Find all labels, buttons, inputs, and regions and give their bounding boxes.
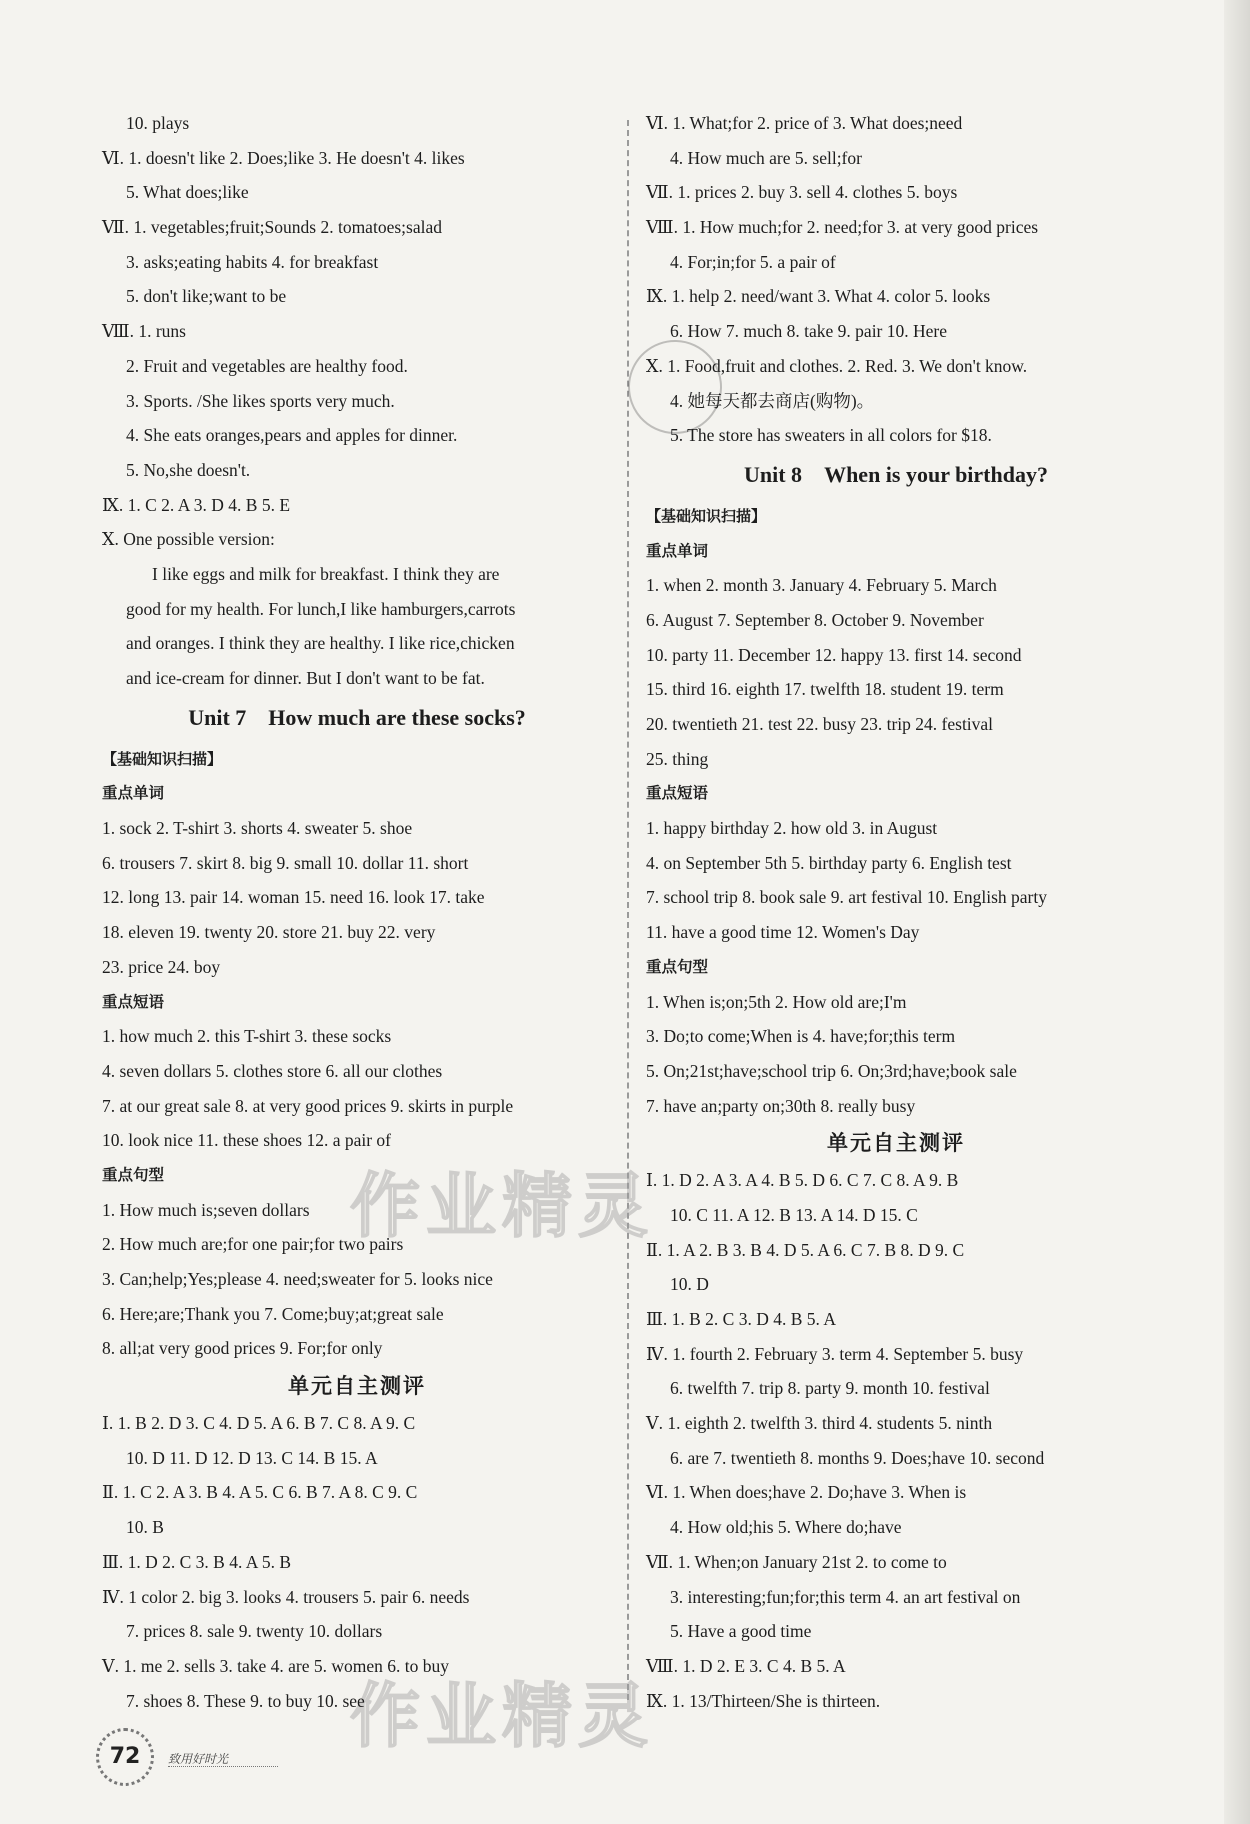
answer-line: 10. look nice 11. these shoes 12. a pair of [102, 1130, 392, 1151]
answer-line: 7. have an;party on;30th 8. really busy [646, 1095, 916, 1116]
answer-line: Ⅷ. 1. runs [102, 321, 186, 342]
answer-line: 7. shoes 8. These 9. to buy 10. see [126, 1690, 365, 1711]
answer-line: 2. How much are;for one pair;for two pairs [102, 1234, 404, 1255]
answer-line: 3. asks;eating habits 4. for breakfast [126, 251, 379, 272]
answer-line: 1. sock 2. T-shirt 3. shorts 4. sweater 5. shoe [102, 818, 413, 839]
answer-line: 1. when 2. month 3. January 4. February 5. March [646, 575, 997, 596]
answer-line: 2. Fruit and vegetables are healthy food. [126, 355, 408, 376]
answer-line: Ⅲ. 1. B 2. C 3. D 4. B 5. A [646, 1309, 836, 1329]
answer-line: 5. Have a good time [670, 1621, 812, 1642]
answer-line: and oranges. I think they are healthy. I like rice,chicken [126, 633, 515, 654]
watermark: 作业精灵 [350, 1675, 654, 1757]
column-divider [627, 120, 629, 1700]
unit-number: Unit 8 [744, 461, 803, 487]
answer-line: 7. at our great sale 8. at very good prices 9. skirts in purple [102, 1095, 514, 1116]
answer-line: Ⅶ. 1. When;on January 21st 2. to come to [646, 1551, 947, 1572]
subsection-heading: 重点短语 [102, 992, 165, 1011]
answer-line: 5. On;21st;have;school trip 6. On;3rd;have;book sale [646, 1060, 1017, 1081]
answer-line: 10. D 11. D 12. D 13. C 14. B 15. A [126, 1447, 378, 1468]
answer-line: Ⅸ. 1. C 2. A 3. D 4. B 5. E [102, 494, 291, 515]
answer-line: 8. all;at very good prices 9. For;for only [102, 1338, 383, 1359]
answer-line: 1. When is;on;5th 2. How old are;I'm [646, 991, 907, 1012]
footer-rule [168, 1766, 278, 1767]
answer-line: 4. 她每天都去商店(购物)。 [670, 390, 875, 411]
subsection-heading: 重点句型 [102, 1165, 165, 1184]
footer-slogan: 致用好时光 [168, 1752, 229, 1766]
answer-line: 6. twelfth 7. trip 8. party 9. month 10. festival [670, 1378, 990, 1399]
answer-line: 4. She eats oranges,pears and apples for dinner. [126, 425, 458, 446]
answer-line: 5. No,she doesn't. [126, 459, 251, 480]
answer-line: Ⅴ. 1. eighth 2. twelfth 3. third 4. students 5. ninth [646, 1413, 993, 1434]
answer-line: 4. seven dollars 5. clothes store 6. all our clothes [102, 1060, 443, 1081]
answer-line: 6. trousers 7. skirt 8. big 9. small 10. dollar 11. short [102, 852, 469, 873]
answer-line: 10. B [126, 1517, 164, 1538]
answer-line: Ⅵ. 1. What;for 2. price of 3. What does;need [646, 113, 963, 133]
answer-line: Ⅴ. 1. me 2. sells 3. take 4. are 5. women 6. to buy [102, 1655, 450, 1676]
answer-line: 25. thing [646, 748, 709, 769]
answer-line: 12. long 13. pair 14. woman 15. need 16. look 17. take [102, 887, 485, 908]
answer-line: good for my health. For lunch,I like hamburgers,carrots [126, 598, 516, 619]
answer-line: 4. How much are 5. sell;for [670, 147, 862, 168]
unit-number: Unit 7 [188, 704, 247, 730]
unit-heading [102, 698, 612, 738]
answer-line: 20. twentieth 21. test 22. busy 23. trip 24. festival [646, 714, 994, 734]
answer-line: Ⅶ. 1. vegetables;fruit;Sounds 2. tomatoes;salad [102, 217, 442, 238]
left-column [102, 106, 612, 1718]
answer-line: and ice-cream for dinner. But I don't want to be fat. [126, 668, 485, 688]
answer-line: 5. don't like;want to be [126, 286, 287, 307]
answer-line: 7. prices 8. sale 9. twenty 10. dollars [126, 1621, 383, 1642]
answer-line: 4. on September 5th 5. birthday party 6. English test [646, 852, 1012, 873]
answer-line: 3. Do;to come;When is 4. have;for;this term [646, 1026, 956, 1047]
answer-line: Ⅰ. 1. B 2. D 3. C 4. D 5. A 6. B 7. C 8. A 9. C [102, 1413, 416, 1434]
answer-line: Ⅷ. 1. How much;for 2. need;for 3. at very good prices [646, 217, 1039, 238]
answer-line: Ⅵ. 1. When does;have 2. Do;have 3. When is [646, 1482, 967, 1503]
subsection-heading: 重点单词 [102, 784, 165, 803]
answer-line: 23. price 24. boy [102, 956, 221, 977]
answer-line: Ⅱ. 1. A 2. B 3. B 4. D 5. A 6. C 7. B 8. D 9. C [646, 1239, 965, 1260]
answer-line: 11. have a good time 12. Women's Day [646, 922, 920, 943]
section-heading: 【基础知识扫描】 [102, 749, 223, 768]
answer-line: Ⅰ. 1. D 2. A 3. A 4. B 5. D 6. C 7. C 8. A 9. B [646, 1170, 959, 1191]
subsection-heading: 重点单词 [646, 541, 709, 560]
answer-line: 7. school trip 8. book sale 9. art festival 10. English party [646, 887, 1047, 908]
answer-line: Ⅹ. 1. Food,fruit and clothes. 2. Red. 3. We don't know. [646, 355, 1028, 376]
answer-line: 18. eleven 19. twenty 20. store 21. buy 22. very [102, 922, 436, 943]
answer-line: I like eggs and milk for breakfast. I think they are [152, 563, 500, 584]
answer-line: 1. how much 2. this T-shirt 3. these socks [102, 1026, 392, 1047]
answer-line: Ⅲ. 1. D 2. C 3. B 4. A 5. B [102, 1551, 291, 1572]
answer-line: Ⅹ. One possible version: [102, 529, 275, 550]
subsection-heading: 重点短语 [646, 784, 709, 803]
answer-line: 6. August 7. September 8. October 9. November [646, 609, 984, 630]
answer-line: Ⅶ. 1. prices 2. buy 3. sell 4. clothes 5. boys [646, 182, 958, 203]
answer-line: 15. third 16. eighth 17. twelfth 18. student 19. term [646, 679, 1004, 700]
answer-line: 3. Sports. /She likes sports very much. [126, 390, 395, 411]
answer-line: Ⅸ. 1. 13/Thirteen/She is thirteen. [646, 1690, 881, 1711]
answer-line: 4. For;in;for 5. a pair of [670, 251, 836, 272]
answer-line: 10. party 11. December 12. happy 13. first 14. second [646, 644, 1022, 665]
page-number: 72 [96, 1728, 154, 1786]
right-column [646, 106, 1146, 1718]
answer-line: Ⅳ. 1. fourth 2. February 3. term 4. September 5. busy [646, 1343, 1024, 1364]
answer-line: Ⅸ. 1. help 2. need/want 3. What 4. color 5. looks [646, 286, 991, 307]
answer-line: 10. D [670, 1274, 709, 1295]
section-heading: 【基础知识扫描】 [646, 506, 767, 525]
page-edge-shadow [1224, 0, 1250, 1824]
unit-title: When is your birthday? [824, 461, 1048, 487]
answer-line: 1. How much is;seven dollars [102, 1199, 310, 1220]
answer-line: 6. Here;are;Thank you 7. Come;buy;at;great sale [102, 1303, 444, 1324]
unit-title: How much are these socks? [268, 704, 526, 730]
answer-line: 5. The store has sweaters in all colors for $18. [670, 425, 992, 446]
test-heading: 单元自主测评 [827, 1131, 965, 1156]
answer-line: 10. C 11. A 12. B 13. A 14. D 15. C [670, 1204, 918, 1225]
answer-line: 3. interesting;fun;for;this term 4. an art festival on [670, 1586, 1021, 1607]
answer-line: 1. happy birthday 2. how old 3. in August [646, 818, 938, 839]
answer-line: 6. are 7. twentieth 8. months 9. Does;have 10. second [670, 1447, 1045, 1468]
watermark: 作业精灵 [350, 1165, 654, 1247]
answer-line: Ⅱ. 1. C 2. A 3. B 4. A 5. C 6. B 7. A 8. C 9. C [102, 1482, 418, 1503]
answer-line: 5. What does;like [126, 182, 249, 203]
answer-line: Ⅷ. 1. D 2. E 3. C 4. B 5. A [646, 1655, 846, 1676]
subsection-heading: 重点句型 [646, 957, 709, 976]
unit-heading [646, 455, 1146, 495]
answer-line: 4. How old;his 5. Where do;have [670, 1517, 902, 1538]
answer-line: 6. How 7. much 8. take 9. pair 10. Here [670, 321, 948, 342]
answer-line: 3. Can;help;Yes;please 4. need;sweater for 5. looks nice [102, 1269, 493, 1289]
answer-line: 10. plays [126, 113, 190, 133]
answer-line: Ⅳ. 1 color 2. big 3. looks 4. trousers 5. pair 6. needs [102, 1586, 470, 1607]
test-heading: 单元自主测评 [288, 1374, 426, 1399]
answer-line: Ⅵ. 1. doesn't like 2. Does;like 3. He doesn't 4. likes [102, 147, 465, 168]
